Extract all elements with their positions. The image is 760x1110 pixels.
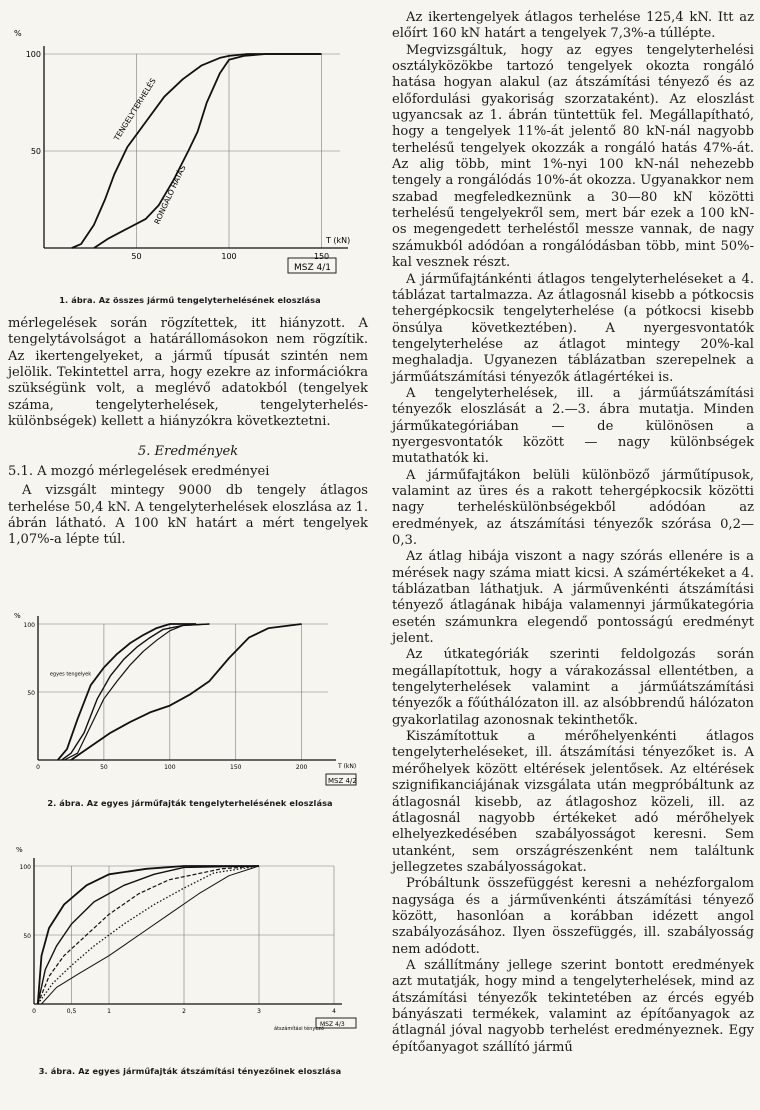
paragraph: A vizsgált mintegy 9000 db tengely átlagos terhelése 50,4 kN. A tengelyterhelések eloszlása az 1. ábrán látható. A 100 kN határt a mért tengelyek 1,07%-a lépte túl. bbox=[8, 483, 368, 548]
x-tick-label: 150 bbox=[230, 764, 242, 771]
y-tick-label: 100 bbox=[25, 50, 41, 59]
y-tick-label: 50 bbox=[23, 933, 31, 940]
x-tick-label: 3 bbox=[257, 1008, 261, 1015]
left-text-block bbox=[8, 316, 368, 549]
figure-3-caption: 3. ábra. Az egyes járműfajták átszámítási tényezőinek eloszlása bbox=[38, 1066, 342, 1076]
paragraph: A járműfajtákon belüli különböző járműtípusok, valamint az üres és a rakott tehergépkocsik közötti nagy terheléskülönbségekből adódóan az eredmények, az átszámítási tényezők szórása 0,2—0,3. bbox=[392, 467, 754, 548]
paragraph: A járműfajtánkénti átlagos tengelyterheléseket a 4. táblázat tartalmazza. Az átlagosnál kisebb a pótkocsis tehergépkocsik tengelyterhelése (a pótkocsi kisebb önsúlya következtében). A nyergesvontatók tengelyterhelése az átlagot mintegy 20%-kal meghaladja. Ugyanezen táblázatban szerepelnek a járműátszámítási tényezők átlagértékei is. bbox=[392, 271, 754, 385]
figure-1-chart bbox=[4, 18, 376, 288]
figure-1 bbox=[4, 18, 376, 288]
curve-label: TENGELYTERHELÉS bbox=[112, 76, 158, 143]
x-tick-label: 0,5 bbox=[66, 1008, 77, 1015]
x-tick-label: 200 bbox=[295, 764, 308, 771]
paragraph: A tengelyterhelések, ill. a járműátszámítási tényezők eloszlását a 2.—3. ábra mutatja. Minden járműkategóriában — de különösen a nyergesvontatók között — nagy különbségek mutathatók ki. bbox=[392, 385, 754, 467]
paragraph: Kiszámítottuk a mérőhelyenkénti átlagos tengelyterheléseket, ill. átszámítási tényezőket is. A mérőhelyek között eltérések jelentősek. Az eltérések szignifikanciájának vizsgálata után megpróbáltunk az átlagosnál kisebb, az átlagoshoz közeli, ill. az átlagosnál nagyobb értékeket adó mérőhelyek elhelyezkedésében szabályosságot keresni. Sem utanként, sem országrészenként nem találtunk jellegzetes szabályosságokat. bbox=[392, 729, 754, 875]
y-unit-label: % bbox=[14, 612, 21, 620]
curve-label: RONGÁLÓ HATÁS bbox=[152, 163, 188, 226]
y-unit-label: % bbox=[16, 846, 23, 854]
figure-stamp: MSZ 4/2 bbox=[328, 777, 357, 785]
y-tick-label: 100 bbox=[19, 864, 31, 871]
y-tick-label: 50 bbox=[30, 147, 41, 156]
figure-3-chart bbox=[4, 840, 376, 1040]
x-tick-label: 150 bbox=[313, 252, 330, 261]
figure-3 bbox=[4, 840, 376, 1040]
x-tick-label: 50 bbox=[100, 764, 108, 771]
figure-2-chart bbox=[4, 606, 376, 786]
section-heading: 5. Eredmények bbox=[137, 444, 239, 460]
x-tick-label: 2 bbox=[182, 1008, 186, 1015]
paragraph: A szállítmány jellege szerint bontott eredmények azt mutatják, hogy mind a tengelyterhelések, mind az átszámítási tényezők tekintetében az ércés egyéb bányászati termékek, valamint az építőanyagok az átlagnál jóval nagyobb terhelést eredményeznek. Egy építőanyagot szállító jármű bbox=[392, 957, 754, 1055]
paragraph: Megvizsgáltuk, hogy az egyes tengelyterhelési osztályközökbe tartozó tengelyek okozta rongáló hatása hogyan alakul (az átszámítási tényező és az előfordulási gyakoriság szorzataként). Az eloszlást ugyancsak az 1. ábrán tüntettük fel. Megállapítható, hogy a tengelyek 11%-át jelentő 80 kN-nál nagyobb terhelésű tengelyek okozzák a rongáló hatás 47%-át. Az alig több, mint 1%-nyi 100 kN-nál nehezebb tengely a rongálódás 10%-át okozza. Ugyanakkor nem szabad megfeledkeznünk a 30—80 kN közötti terhelésű tengelyekről sem, mert bár ezek a 100 kN-os megengedett terheléstől messze vannak, de nagy számukból adódóan a rongálódásban több, mint 50%-kal vesznek részt. bbox=[392, 42, 754, 271]
x-axis-label: T (kN) bbox=[326, 236, 351, 245]
curve-label: egyes tengelyek bbox=[49, 671, 92, 678]
x-axis-label: T (kN) bbox=[338, 763, 357, 770]
figure-stamp: MSZ 4/3 bbox=[320, 1021, 345, 1028]
subsection-heading: 5.1. A mozgó mérlegelések eredményei bbox=[8, 464, 270, 480]
paragraph: Próbáltunk összefüggést keresni a nehézforgalom nagysága és a járművenkénti átszámítási tényező között, hasonlóan a korábban idézett angol szabályozásához. Ilyen összefüggés, ill. szabályosság nem adódott. bbox=[392, 876, 754, 957]
paragraph: Az útkategóriák szerinti feldolgozás során megállapítottuk, hogy a várakozással ellentétben, a tengelyterhelések valamint a járműátszámítási tényezők a főúthálózaton ill. az alsóbbrendű hálózaton gyakorlatilag azonosnak tekinthetők. bbox=[392, 647, 754, 728]
figure-stamp: MSZ 4/1 bbox=[294, 263, 331, 273]
paragraph: Az átlag hibája viszont a nagy szórás ellenére is a mérések nagy száma miatt kicsi. A számértékeket a 4. táblázatban láthatjuk. A járművenkénti átszámítási tényező átlagának hibája valamennyi járműkategória esetén számunkra elegendő pontosságú eredményt jelent. bbox=[392, 549, 754, 647]
x-tick-label: 4 bbox=[332, 1008, 336, 1015]
x-tick-label: 1 bbox=[107, 1008, 111, 1015]
x-tick-label: 0 bbox=[32, 1008, 36, 1015]
figure-2-caption: 2. ábra. Az egyes járműfajták tengelyterhelésének eloszlása bbox=[47, 798, 333, 808]
x-tick-label: 100 bbox=[221, 252, 237, 261]
y-unit-label: % bbox=[14, 29, 22, 38]
right-column bbox=[392, 10, 754, 1056]
y-tick-label: 50 bbox=[27, 690, 35, 697]
x-tick-label: 50 bbox=[131, 252, 142, 261]
paragraph: mérlegelések során rögzítettek, itt hiányzott. A tengelytávolságot a határállomásokon nem rögzítik. Az ikertengelyeket, a jármű típusát szintén nem jelölik. Tekintettel arra, hogy ezekre az információkra szükségünk volt, a meglévő adatokból (tengelyek száma, tengelyterhelések, tengelyterhelés-különbségek) kellett a hiányzókra következtetni. bbox=[8, 316, 368, 430]
x-tick-label: 0 bbox=[36, 764, 40, 771]
figure-1-caption: 1. ábra. Az összes jármű tengelyterhelésének eloszlása bbox=[59, 295, 321, 305]
x-axis-label: átszámítási tényező bbox=[274, 1026, 325, 1032]
paragraph: Az ikertengelyek átlagos terhelése 125,4 kN. Itt az előírt 160 kN határt a tengelyek 7,3%-a túllépte. bbox=[392, 10, 754, 42]
x-tick-label: 100 bbox=[164, 764, 176, 771]
figure-2 bbox=[4, 606, 376, 786]
y-tick-label: 100 bbox=[23, 622, 35, 629]
left-column bbox=[4, 0, 376, 1110]
